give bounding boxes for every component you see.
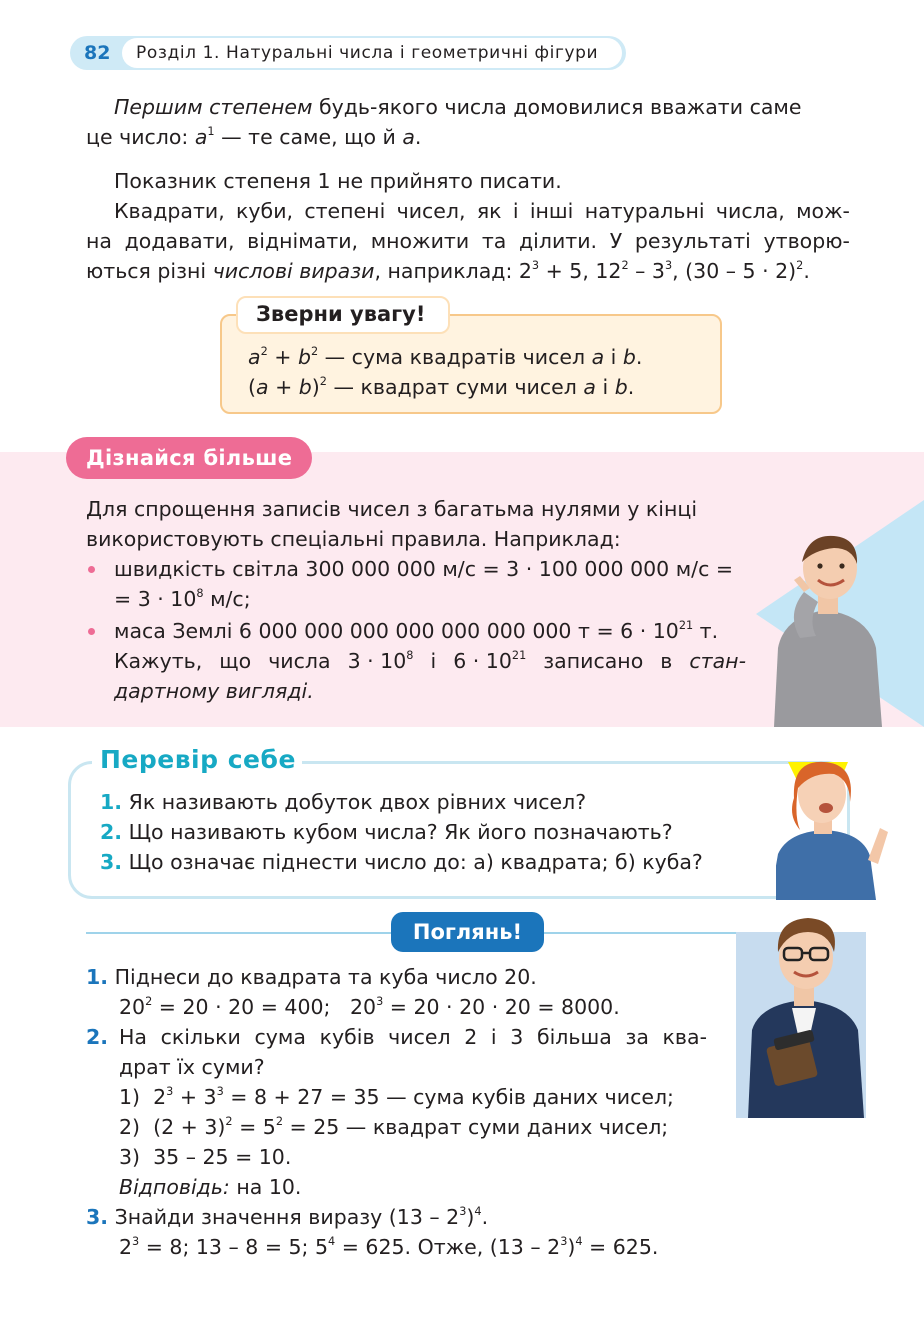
look-item-2-number: 2. [86,1025,109,1049]
bullet-2-line-2: Кажуть, що числа $3 \cdot 10^8$ і $6 \cdot 10^{21}$ записано в стан- [114,648,746,673]
look-item-1-solution: $20^2 = 20 \cdot 20 = 400$; $20^3 = 20 \cdot 20 \cdot 20 = 8000$. [119,994,620,1019]
chapter-title: Розділ 1. Натуральні числа і геометричні фігури [136,43,599,63]
girl-illustration [776,758,900,900]
check-item-1: 1. Як називають добуток двох рівних чисел? [100,790,587,814]
bullet-2-line-3: дартному вигляді. [114,679,314,703]
look-label: Поглянь! [412,920,523,944]
bullet-2-line-1: маса Землі 6 000 000 000 000 000 000 000 $т = 6 \cdot 10^{21}$ т. [114,618,719,643]
look-item-2-line-2: драт їх суми? [119,1055,265,1079]
attention-line-2: $(a + b)^2$ — квадрат суми чисел a і b. [248,374,635,399]
bullet-1-line-2: = $3 \cdot 10^8$ м/с; [114,586,251,611]
learn-more-line-1: Для спрощення записів чисел з багатьма нулями у кінці [86,497,698,521]
bullet-icon [88,566,95,573]
intro-paragraph-2: Показник степеня 1 не прийнято писати. [114,169,562,193]
boy-with-books-illustration [736,912,884,1118]
intro-line-1: Першим степенем будь-якого числа домовилися вважати саме [114,95,802,119]
intro-p3-line-1: Квадрати, куби, степені чисел, як і інші натуральні числа, мож- [114,199,850,223]
look-item-1: 1. Піднеси до квадрата та куба число 20. [86,965,537,989]
intro-line-2: це число: $a^1$ — те саме, що й a. [86,124,422,149]
attention-title: Зверни увагу! [256,302,426,326]
bullet-1-line-1: швидкість світла 300 000 000 м/с = 3 · 100 000 000 м/с = [114,557,734,581]
look-item-2-line-1: На скільки сума кубів чисел 2 і 3 більша за ква- [119,1025,707,1049]
look-item-3: 3. Знайди значення виразу $(13 - 2^3)^4$. [86,1204,489,1229]
look-item-3-solution: $2^3 = 8$; 13 – 8 = 5; $5^4 = 625$. Отже, $(13 - 2^3)^4 = 625$. [119,1234,659,1259]
check-item-3: 3. Що означає піднести число до: а) квадрата; б) куба? [100,850,703,874]
intro-p3-line-3: ються різні числові вирази, наприклад: $2^3 + 5$, $12^2 - 3^3$, $(30 - 5 \cdot 2)^2$. [86,258,810,283]
bullet-icon [88,628,95,635]
boy-pointing-illustration [764,528,890,727]
look-answer: Відповідь: на 10. [119,1175,302,1199]
check-yourself-title: Перевір себе [100,745,296,774]
look-step-3: 3) 35 – 25 = 10. [119,1145,292,1169]
learn-more-line-2: використовують спеціальні правила. Наприклад: [86,527,621,551]
look-step-2: 2) $(2 + 3)^2 = 5^2 = 25$ — квадрат суми даних чисел; [119,1114,669,1139]
attention-line-1: $a^2 + b^2$ — сума квадратів чисел a і b. [248,344,643,369]
learn-more-label: Дізнайся більше [86,446,293,470]
look-step-1: 1) $2^3 + 3^3 = 8 + 27 = 35$ — сума кубів даних чисел; [119,1084,674,1109]
page-number: 82 [84,42,111,64]
intro-p3-line-2: на додавати, віднімати, множити та ділити. У результаті утворю- [86,229,850,253]
check-item-2: 2. Що називають кубом числа? Як його позначають? [100,820,673,844]
